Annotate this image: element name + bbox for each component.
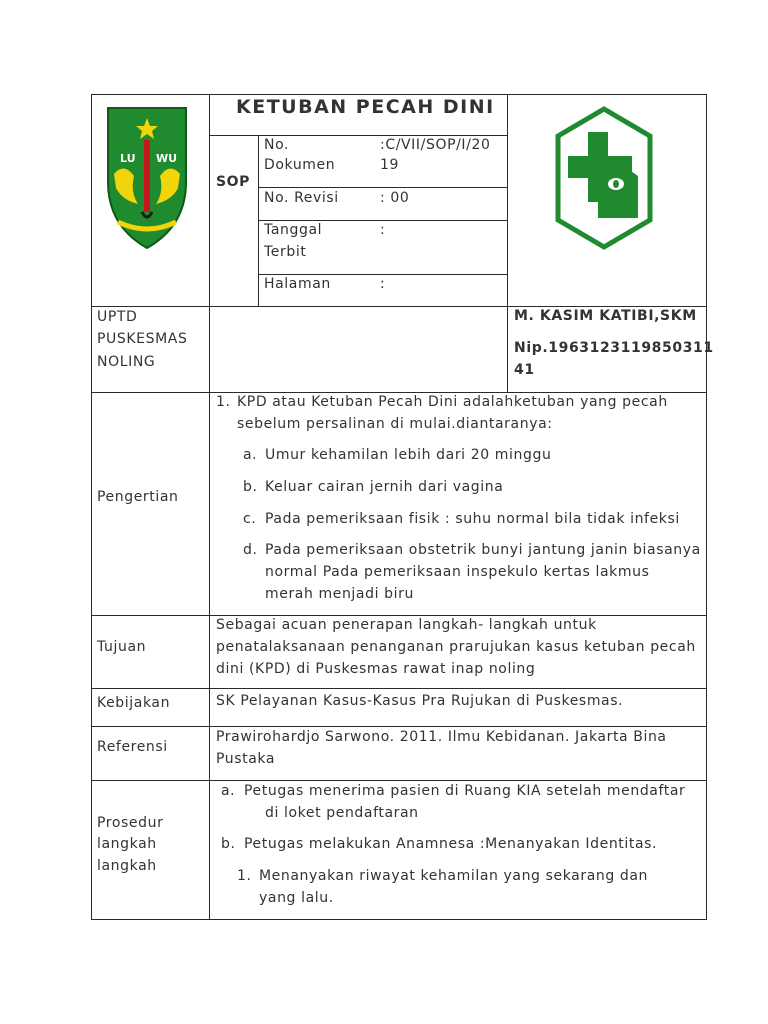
procedure-step: di loket pendaftaran <box>265 805 419 821</box>
section-label-kebijakan: Kebijakan <box>97 695 171 711</box>
doc-number-value: :C/VII/SOP/I/20 <box>380 137 491 153</box>
list-item: Pada pemeriksaan obstetrik bunyi jantung janin biasanya <box>265 542 701 558</box>
list-marker: a. <box>243 447 258 463</box>
luwu-crest-logo <box>104 104 190 252</box>
procedure-substep: Menanyakan riwayat kehamilan yang sekarang dan <box>259 868 649 884</box>
svg-text:WU: WU <box>156 152 178 165</box>
issue-date-label: Terbit <box>264 244 307 260</box>
list-marker: b. <box>221 836 236 852</box>
puskesmas-logo <box>554 106 654 250</box>
section-label-pengertian: Pengertian <box>97 489 179 505</box>
svg-text:LU: LU <box>120 152 136 165</box>
list-item: Keluar cairan jernih dari vagina <box>265 479 504 495</box>
section-label-tujuan: Tujuan <box>97 639 147 655</box>
list-marker: 1. <box>237 868 252 884</box>
sop-label: SOP <box>216 174 251 190</box>
list-item: normal Pada pemeriksaan inspekulo kertas lakmus <box>265 564 650 580</box>
list-marker: 1. <box>216 394 231 410</box>
reference-text: Pustaka <box>216 751 276 767</box>
org-name: UPTD <box>97 309 138 325</box>
procedure-substep: yang lalu. <box>259 890 334 906</box>
doc-number-label: No. <box>264 137 290 153</box>
definition-text: sebelum persalinan di mulai.diantaranya: <box>237 416 553 432</box>
revision-label: No. Revisi <box>264 190 339 206</box>
purpose-text: penatalaksanaan penanganan prarujukan kasus ketuban pecah <box>216 639 696 655</box>
doc-number-label: Dokumen <box>264 157 336 173</box>
section-label-prosedur: langkah <box>97 858 157 874</box>
list-item: Pada pemeriksaan fisik : suhu normal bila tidak infeksi <box>265 511 680 527</box>
page-value: : <box>380 276 386 292</box>
revision-value: : 00 <box>380 190 410 206</box>
org-name: NOLING <box>97 354 156 370</box>
issue-date-value: : <box>380 222 386 238</box>
signatory-nip: 41 <box>514 362 535 378</box>
issue-date-label: Tanggal <box>264 222 323 238</box>
procedure-step: Petugas menerima pasien di Ruang KIA setelah mendaftar <box>244 783 686 799</box>
list-marker: b. <box>243 479 258 495</box>
policy-text: SK Pelayanan Kasus-Kasus Pra Rujukan di Puskesmas. <box>216 693 624 709</box>
org-name: PUSKESMAS <box>97 331 188 347</box>
list-item: merah menjadi biru <box>265 586 414 602</box>
page-label: Halaman <box>264 276 331 292</box>
signatory-name: M. KASIM KATIBI,SKM <box>514 308 697 324</box>
reference-text: Prawirohardjo Sarwono. 2011. Ilmu Kebidanan. Jakarta Bina <box>216 729 667 745</box>
purpose-text: dini (KPD) di Puskesmas rawat inap noling <box>216 661 536 677</box>
list-marker: d. <box>243 542 258 558</box>
section-label-referensi: Referensi <box>97 739 168 755</box>
purpose-text: Sebagai acuan penerapan langkah- langkah untuk <box>216 617 597 633</box>
definition-text: KPD atau Ketuban Pecah Dini adalahketuban yang pecah <box>237 394 668 410</box>
list-marker: c. <box>243 511 257 527</box>
list-item: Umur kehamilan lebih dari 20 minggu <box>265 447 552 463</box>
section-label-prosedur: Prosedur <box>97 815 164 831</box>
section-label-prosedur: langkah <box>97 836 157 852</box>
list-marker: a. <box>221 783 236 799</box>
document-title: KETUBAN PECAH DINI <box>236 96 495 118</box>
doc-number-value: 19 <box>380 157 400 173</box>
procedure-step: Petugas melakukan Anamnesa :Menanyakan Identitas. <box>244 836 658 852</box>
signatory-nip: Nip.1963123119850311 <box>514 340 714 356</box>
